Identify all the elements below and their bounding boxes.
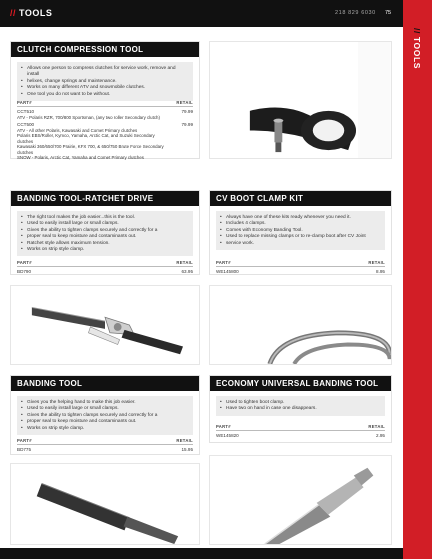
feature-item: • Used to easily install large or small clamps. xyxy=(27,406,187,412)
card-title: BANDING TOOL-RATCHET DRIVE xyxy=(11,191,199,206)
part-price: 63.95 xyxy=(181,269,193,274)
card-title: BANDING TOOL xyxy=(11,376,199,391)
feature-item: • Used to easily install large or small clamps. xyxy=(27,221,187,227)
table-header xyxy=(17,100,193,107)
feature-item: • The right tool makes the job easier...this is the tool. xyxy=(27,215,187,221)
retail-column-header: RETAIL xyxy=(176,260,193,265)
description-line: Kawasaki 360/650/700 Prairie, KFX 700, & 650/750 Brute Force Secondary clutches xyxy=(17,144,164,155)
sidebar-marker: // xyxy=(412,28,422,34)
feature-item: • Includes 4 clamps. xyxy=(226,221,379,227)
cv-boot-clamp-kit-photo xyxy=(209,285,392,365)
table-header xyxy=(216,424,385,431)
feature-item: • Comes with Economy Banding Tool. xyxy=(226,228,379,234)
feature-list xyxy=(216,211,385,250)
retail-column-header: RETAIL xyxy=(368,260,385,265)
feature-item: • helixes, change springs and maintenance. xyxy=(27,79,187,85)
feature-item: • Have two on hand in case one disappears. xyxy=(226,406,379,412)
feature-list xyxy=(17,396,193,435)
part-number: BD775 xyxy=(17,447,32,452)
part-column-header: PART# xyxy=(17,260,32,265)
feature-item: • Allows one person to compress clutches for service work, remove and install xyxy=(27,66,187,79)
part-number: CCT500 xyxy=(17,122,35,127)
economy-banding-tool-photo xyxy=(209,455,392,545)
page-number: 75 xyxy=(385,10,392,16)
part-number: CCT510 xyxy=(17,109,35,114)
feature-item: • Always have one of these kits ready whenever you need it. xyxy=(226,215,379,221)
part-column-header: PART# xyxy=(216,424,231,429)
description-line: ATV - Polaris RZR, 700/800 Sportsman, (any two roller Secondary clutch) xyxy=(17,115,160,120)
feature-item: • Used to tighten boot clamp. xyxy=(226,400,379,406)
feature-item: • Ratchet style allows maximum tension. xyxy=(27,241,187,247)
ratchet-banding-tool-photo xyxy=(10,285,200,365)
section-sidebar xyxy=(403,0,432,559)
description-line: Polaris EBS/Roller, Kymco, Yamaha, Arctic Cat, and Suzuki Secondary clutches xyxy=(17,133,155,144)
description-line: ATV - All other Polaris, Kawasaki and Comet Primary clutches xyxy=(17,128,138,133)
part-column-header: PART# xyxy=(216,260,231,265)
phone-number: 218 829 6030 xyxy=(335,10,376,16)
economy-banding-card xyxy=(209,375,392,443)
clutch-compression-tool-photo xyxy=(209,41,392,159)
feature-list xyxy=(17,211,193,256)
card-title: CV BOOT CLAMP KIT xyxy=(210,191,391,206)
description-line: SNOW - Polaris, Arctic Cat, Yamaha and Comet Primary clutches xyxy=(17,155,144,161)
part-number: WE145800 xyxy=(216,269,239,274)
part-column-header: PART# xyxy=(17,100,32,105)
page-header xyxy=(0,0,403,27)
table-header xyxy=(17,438,193,445)
feature-item: • Gives the ability to tighten clamps securely and correctly for a xyxy=(27,228,187,234)
sidebar-label xyxy=(412,28,422,69)
section-marker: // xyxy=(10,8,17,18)
banding-tool-card xyxy=(10,375,200,455)
feature-item: • Used to replace missing clamps or to re-clamp boot after CV Joint xyxy=(226,234,379,240)
feature-list xyxy=(17,62,193,101)
section-title-text: TOOLS xyxy=(19,8,53,18)
part-number: BD790 xyxy=(17,269,32,274)
section-title xyxy=(10,8,52,18)
feature-item: • Works on many different ATV and snowmobile clutches. xyxy=(27,85,187,91)
feature-item: • Gives you the helping hand to make this job easier. xyxy=(27,400,187,406)
part-price: 79.99 xyxy=(181,109,193,114)
feature-list xyxy=(216,396,385,416)
card-title: ECONOMY UNIVERSAL BANDING TOOL xyxy=(210,376,391,391)
feature-item: • proper seal to keep moisture and contaminants out. xyxy=(27,234,187,240)
feature-item: • service work. xyxy=(226,241,379,247)
part-price: 2.95 xyxy=(376,433,385,438)
part-description xyxy=(17,128,169,160)
part-price: 8.95 xyxy=(376,269,385,274)
part-description xyxy=(17,115,169,120)
feature-item: • Gives the ability to tighten clamps securely and correctly for a xyxy=(27,413,187,419)
feature-item: • One tool you do not want to be without. xyxy=(27,92,187,98)
clutch-compression-card xyxy=(10,41,200,159)
retail-column-header: RETAIL xyxy=(176,438,193,443)
retail-column-header: RETAIL xyxy=(176,100,193,105)
feature-item: • Works on strip style clamp. xyxy=(27,247,187,253)
part-column-header: PART# xyxy=(17,438,32,443)
cv-boot-clamp-card xyxy=(209,190,392,275)
retail-column-header: RETAIL xyxy=(368,424,385,429)
part-price: 79.99 xyxy=(181,122,193,127)
ratchet-banding-card xyxy=(10,190,200,275)
table-header xyxy=(216,260,385,267)
feature-item: • proper seal to keep moisture and contaminants out. xyxy=(27,419,187,425)
feature-item: • Works on strip style clamp. xyxy=(27,426,187,432)
banding-tool-photo xyxy=(10,463,200,545)
page-footer-bar xyxy=(0,548,403,559)
part-price: 15.95 xyxy=(181,447,193,452)
sidebar-label-text: TOOLS xyxy=(412,36,422,70)
part-number: WE145820 xyxy=(216,433,239,438)
card-title: CLUTCH COMPRESSION TOOL xyxy=(11,42,199,57)
table-header xyxy=(17,260,193,267)
